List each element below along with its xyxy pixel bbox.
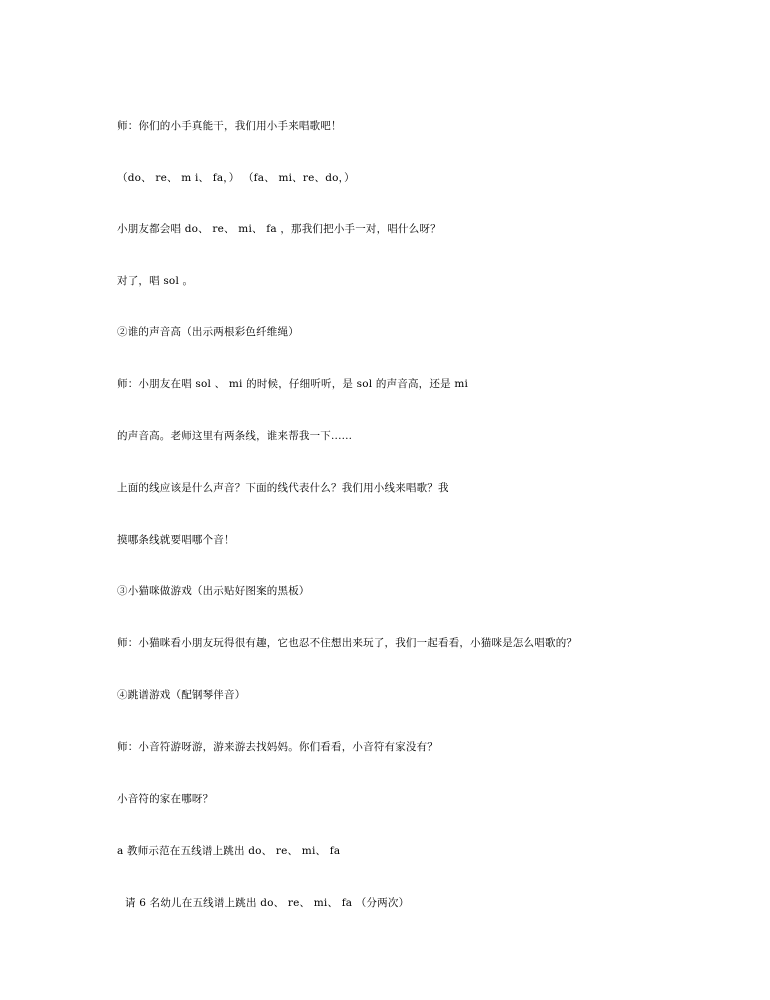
text-line: a 教师示范在五线谱上跳出 do、 re、 mi、 fa [117, 845, 341, 857]
text-line: 小朋友都会唱 do、 re、 mi、 fa ，那我们把小手一对，唱什么呀？ [117, 223, 441, 235]
section-heading: ②谁的声音高（出示两根彩色纤维绳） [117, 326, 299, 338]
text-line: 请 6 名幼儿在五线谱上跳出 do、 re、 mi、 fa （分两次） [125, 897, 410, 909]
section-heading: ④跳谱游戏（配钢琴伴音） [117, 689, 246, 701]
text-line: 师：小音符游呀游，游来游去找妈妈。你们看看，小音符有家没有？ [117, 741, 438, 753]
text-line: 师：小猫咪看小朋友玩得很有趣，它也忍不住想出来玩了，我们一起看看，小猫咪是怎么唱歌的？ [117, 637, 578, 649]
text-line: 摸哪条线就要唱哪个音！ [117, 534, 235, 546]
text-line: 上面的线应该是什么声音？下面的线代表什么？我们用小线来唱歌？我 [117, 482, 449, 494]
text-line: 的声音高。老师这里有两条线，谁来帮我一下...... [117, 430, 353, 442]
text-line: 对了，唱 sol 。 [117, 275, 194, 287]
text-line: 小音符的家在哪呀？ [117, 793, 214, 805]
text-line: 师：小朋友在唱 sol 、 mi 的时候，仔细听听，是 sol 的声音高，还是 mi [117, 378, 469, 390]
text-line: （do、 re、 m i、 fa，） （fa、 mi、re、do，） [117, 172, 355, 184]
text-line: 师：你们的小手真能干，我们用小手来唱歌吧！ [117, 120, 342, 132]
section-heading: ③小猫咪做游戏（出示贴好图案的黑板） [117, 585, 310, 597]
